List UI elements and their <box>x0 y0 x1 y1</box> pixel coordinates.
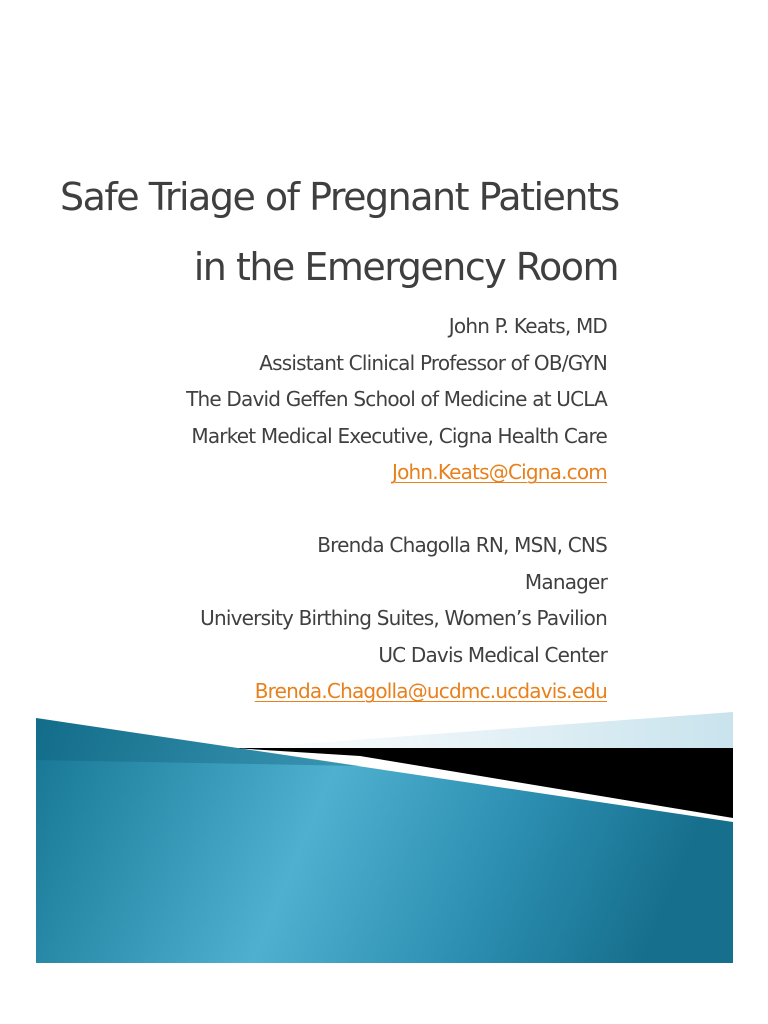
author1-school: The David Geffen School of Medicine at UCLA <box>186 387 607 411</box>
author2-title: Manager <box>524 569 607 594</box>
author2-email-link[interactable]: Brenda.Chagolla@ucdmc.ucdavis.edu <box>254 679 607 703</box>
authors-block <box>120 308 607 710</box>
author1-role: Market Medical Executive, Cigna Health Care <box>191 423 607 448</box>
slide-title <box>60 162 618 302</box>
author1-email-link[interactable]: John.Keats@Cigna.com <box>391 460 607 484</box>
author2-unit: University Birthing Suites, Women’s Pavilion <box>200 606 607 630</box>
spacer <box>120 491 607 528</box>
author2-center: UC Davis Medical Center <box>378 642 607 667</box>
author1-title: Assistant Clinical Professor of OB/GYN <box>259 350 607 375</box>
title-line-2: in the Emergency Room <box>193 245 618 289</box>
author1-name: John P. Keats, MD <box>448 314 607 338</box>
title-line-1: Safe Triage of Pregnant Patients <box>60 175 619 219</box>
band-light-strip <box>245 712 733 752</box>
author2-name: Brenda Chagolla RN, MSN, CNS <box>317 533 607 557</box>
